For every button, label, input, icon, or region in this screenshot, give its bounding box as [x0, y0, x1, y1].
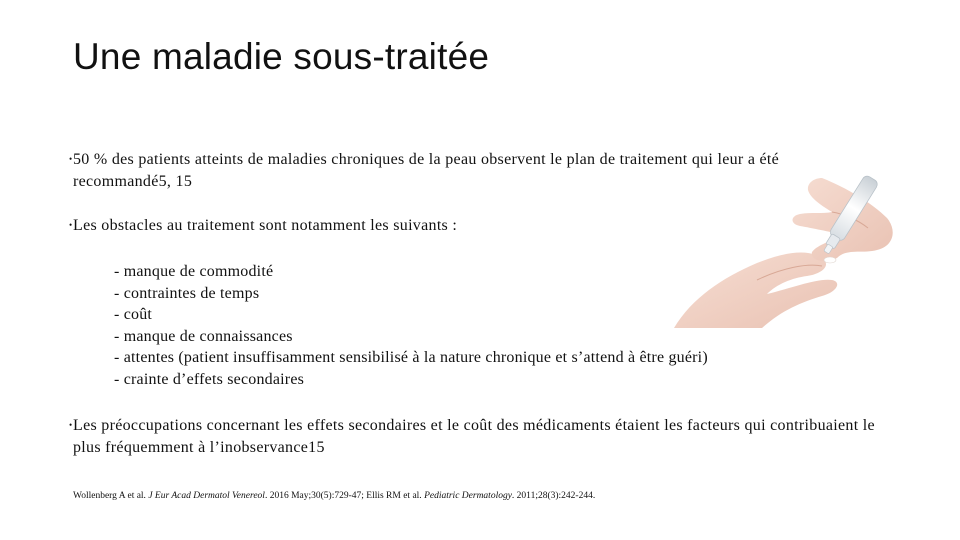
obstacle-item: - crainte d’effets secondaires	[114, 370, 305, 388]
obstacle-item: - attentes (patient insuffisamment sensibilisé à la nature chronique et s’attend à être guéri)	[114, 349, 708, 367]
obstacle-item: - contraintes de temps	[114, 284, 260, 302]
bullet-marker: •	[69, 220, 73, 230]
bullet-text: Les obstacles au traitement sont notamment les suivants :	[73, 217, 458, 234]
bullet-text: Les préoccupations concernant les effets secondaires et le coût des médicaments étaient les facteurs qui contribuaient le plus fréquemment à l’inobservance15	[73, 417, 875, 456]
bullet-obstacles	[69, 215, 673, 237]
ref-text: . 2011;28(3):242-244.	[511, 491, 596, 501]
hands-cream-tube-image	[672, 168, 902, 328]
slide-title: Une maladie sous-traitée	[73, 36, 490, 77]
bullet-marker: •	[69, 420, 73, 430]
ref-journal: Pediatric Dermatology	[424, 491, 512, 501]
bullet-text: 50 % des patients atteints de maladies chroniques de la peau observent le plan de traitement qui leur a été recommandé5, 15	[73, 151, 780, 190]
ref-text: . 2016 May;30(5):729-47; Ellis RM et al.	[264, 491, 425, 501]
obstacle-item: - manque de connaissances	[114, 327, 293, 345]
bullet-side-effects	[69, 415, 893, 458]
cream-dab	[824, 257, 836, 263]
ref-text: Wollenberg A et al.	[73, 491, 149, 501]
references	[73, 491, 595, 501]
bullet-marker: •	[69, 154, 73, 164]
ref-journal: J Eur Acad Dermatol Venereol	[148, 491, 265, 501]
obstacle-item: - manque de commodité	[114, 263, 274, 280]
lower-hand	[674, 253, 837, 328]
obstacle-item: - coût	[114, 306, 153, 324]
obstacles-list	[114, 261, 708, 391]
